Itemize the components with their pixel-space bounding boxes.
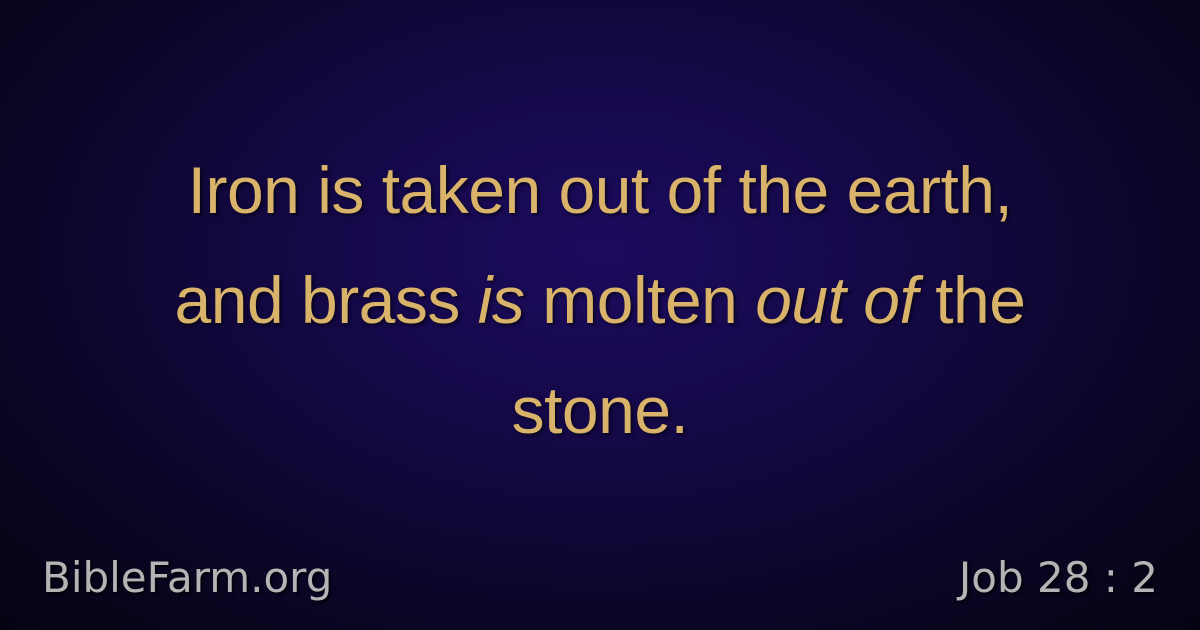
verse-line-2-italic-1: is: [477, 263, 525, 337]
verse-line-2: [60, 245, 1140, 355]
site-name: BibleFarm.org: [42, 553, 333, 602]
verse-line-2-part-2: molten: [542, 263, 738, 337]
verse-line-3: stone.: [511, 373, 689, 447]
verse-text: [60, 135, 1140, 465]
verse-line-2-italic-2: out of: [755, 263, 918, 337]
verse-line-2-part-1: and brass: [174, 263, 460, 337]
verse-reference: Job 28 : 2: [958, 553, 1158, 602]
verse-line-1: Iron is taken out of the earth,: [187, 153, 1013, 227]
verse-line-2-part-3: the: [935, 263, 1026, 337]
